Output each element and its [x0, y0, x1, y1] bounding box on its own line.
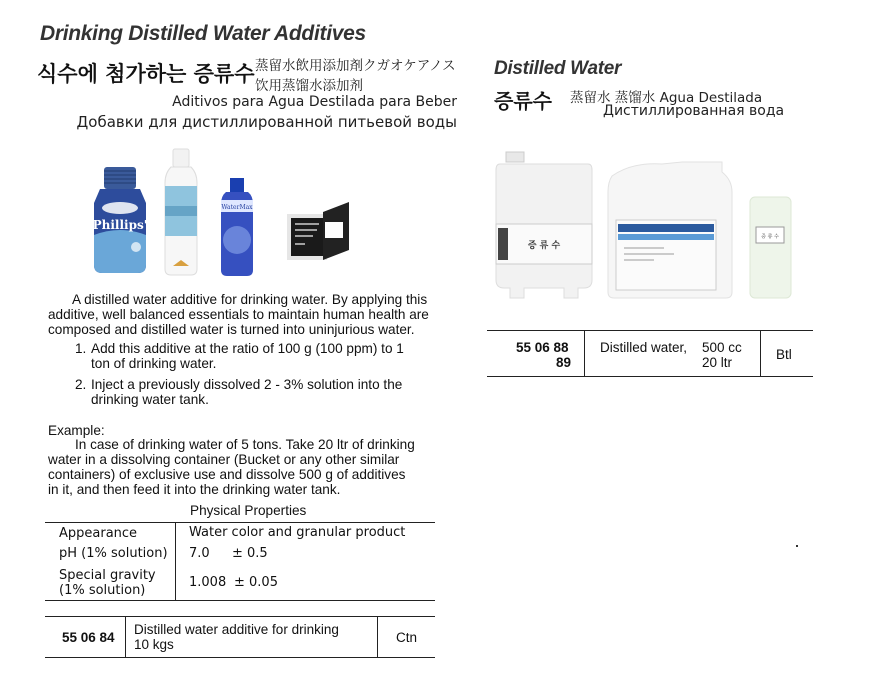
order-unit: Ctn [396, 630, 418, 645]
property-gravity-label: Special gravity [59, 568, 156, 583]
property-gravity-label-2: (1% solution) [59, 583, 146, 598]
physical-properties-title: Physical Properties [190, 503, 307, 518]
step-1-line-1: Add this additive at the ratio of 100 g (100 ppm) to 1 [91, 341, 404, 356]
right-korean-title: 증류수 [494, 89, 552, 113]
property-gravity-value: 1.008 [189, 575, 227, 590]
order-size: 10 kgs [134, 637, 174, 652]
left-spanish-title: Aditivos para Agua Destilada para Beber [172, 94, 457, 110]
right-russian-title: Дистиллированная вода [603, 103, 785, 119]
intro-line-3: composed and distilled water is turned into uninjurious water. [48, 322, 415, 337]
step-1-number: 1. [75, 341, 87, 356]
order-size-20ltr: 20 ltr [702, 355, 733, 370]
phillips-label: Phillips' [92, 218, 148, 232]
step-2-number: 2. [75, 377, 87, 392]
step-2-line-1: Inject a previously dissolved 2 - 3% solution into the [91, 377, 403, 392]
jerrycan-image [494, 150, 594, 300]
order-size-500cc: 500 cc [702, 340, 742, 355]
example-line-1: In case of drinking water of 5 tons. Take 20 ltr of drinking [75, 437, 415, 452]
order-code-20ltr[interactable]: 89 [555, 355, 571, 370]
left-korean-title: 식수에 첨가하는 증류수 [37, 62, 255, 86]
property-ph-value: 7.0 [189, 546, 210, 561]
table-rule [45, 600, 435, 601]
order-description: Distilled water, [600, 340, 688, 355]
step-2-line-2: drinking water tank. [91, 392, 209, 407]
left-japanese-title: 蒸留水飲用添加剤クガオケアノス [255, 58, 456, 74]
stray-dot [796, 545, 798, 547]
order-unit: Btl [776, 347, 792, 362]
example-line-4: in it, and then feed it into the drinking water tank. [48, 482, 341, 497]
order-code[interactable]: 55 06 84 [62, 630, 115, 645]
example-line-2: water in a dissolving container (Bucket or any other similar [48, 452, 400, 467]
order-code-500cc[interactable]: 55 06 88 [516, 340, 569, 355]
table-rule [45, 522, 435, 523]
order-description: Distilled water additive for drinking [134, 622, 339, 637]
example-label: Example: [48, 423, 105, 438]
small-bottle-label: 증 류 수 [761, 234, 779, 240]
white-bottle-image [163, 148, 199, 276]
step-1-line-2: ton of drinking water. [91, 356, 217, 371]
table-rule [487, 376, 813, 377]
table-rule [45, 657, 435, 658]
watermax-bottle-image [220, 178, 254, 276]
table-divider [760, 331, 761, 376]
left-russian-title: Добавки для дистиллированной питьевой воды [76, 113, 457, 131]
property-ph-label: pH (1% solution) [59, 546, 168, 561]
table-divider [125, 617, 126, 657]
right-title: Distilled Water [494, 58, 622, 79]
table-divider [377, 617, 378, 657]
small-bottle-image [748, 195, 793, 300]
intro-line-1: A distilled water additive for drinking water. By applying this [72, 292, 428, 307]
property-gravity-tolerance: ± 0.05 [234, 575, 278, 590]
watermax-label: WaterMax [221, 204, 253, 211]
white-jerrycan-image [602, 160, 740, 300]
property-appearance-label: Appearance [59, 526, 138, 541]
table-divider [584, 331, 585, 376]
example-line-3: containers) of exclusive use and dissolve 500 g of additives [48, 467, 406, 482]
property-appearance-value: Water color and granular product [189, 525, 406, 540]
table-divider [175, 523, 176, 600]
packet-image [287, 200, 351, 262]
left-title: Drinking Distilled Water Additives [40, 22, 366, 45]
jerrycan-label: 증 류 수 [527, 241, 561, 251]
intro-line-2: additive, well balanced essentials to maintain human health are [48, 307, 429, 322]
property-ph-tolerance: ± 0.5 [232, 546, 268, 561]
left-chinese-title: 饮用蒸馏水添加剂 [255, 78, 363, 94]
phillips-bottle-image [90, 165, 150, 275]
right-multilang-title: 蒸留水 蒸馏水 Agua Destilada [570, 90, 763, 106]
table-rule [487, 330, 813, 331]
